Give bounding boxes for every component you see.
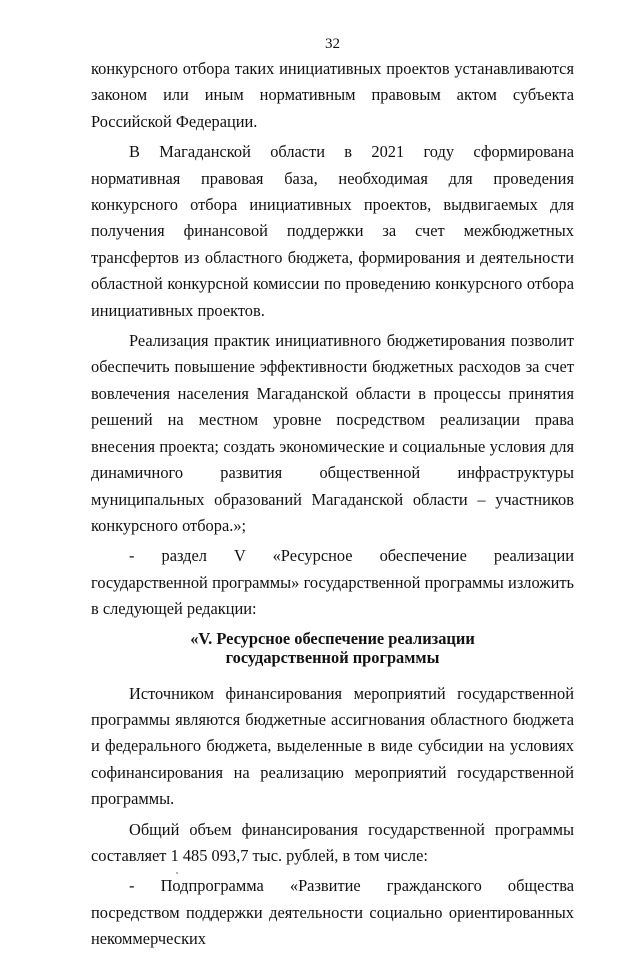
section-heading-line-2: государственной программы [225, 647, 440, 667]
paragraph-budgeting-practice: Реализация практик инициативного бюджетирования позволит обеспечить повышение эффективности бюджетных расходов за счет вовлечения населения Магаданской области в процессы принятия решений на местном уровне посредством реализации права внесения проекта; создать экономические и социальные условия для динамичного развития общественной инфраструктуры муниципальных образований Магаданской области – участников конкурсного отбора.»; [91, 331, 574, 535]
paragraph-funding-sources: Источником финансирования мероприятий государственной программы являются бюджетные ассигнования областного бюджета и федерального бюджета, выделенные в виде субсидии на условиях софинансирования на реализацию мероприятий государственной программы. [91, 683, 574, 809]
scan-artifact [176, 872, 178, 874]
paragraph-total-funding: Общий объем финансирования государственной программы составляет 1 485 093,7 тыс. рублей, в том числе: [91, 819, 574, 865]
section-heading [91, 629, 574, 667]
section-heading-line-1: «V. Ресурсное обеспечение реализации [190, 628, 475, 648]
paragraph-legal-base: В Магаданской области в 2021 году сформирована нормативная правовая база, необходимая для проведения конкурсного отбора инициативных проектов, выдвигаемых для получения финансовой поддержки за счет межбюджетных трансфертов из областного бюджета, формирования и деятельности областной конкурсной комиссии по проведению конкурсного отбора инициативных проектов. [91, 142, 574, 320]
paragraph-continuation: конкурсного отбора таких инициативных проектов устанавливаются законом или иным нормативным правовым актом субъекта Российской Федерации. [91, 59, 574, 131]
page-number: 32 [325, 36, 340, 52]
paragraph-subprogram: - Подпрограмма «Развитие гражданского общества посредством поддержки деятельности социально ориентированных некоммерческих [91, 876, 574, 949]
paragraph-section-amendment: - раздел V «Ресурсное обеспечение реализации государственной программы» государственной программы изложить в следующей редакции: [91, 546, 574, 619]
